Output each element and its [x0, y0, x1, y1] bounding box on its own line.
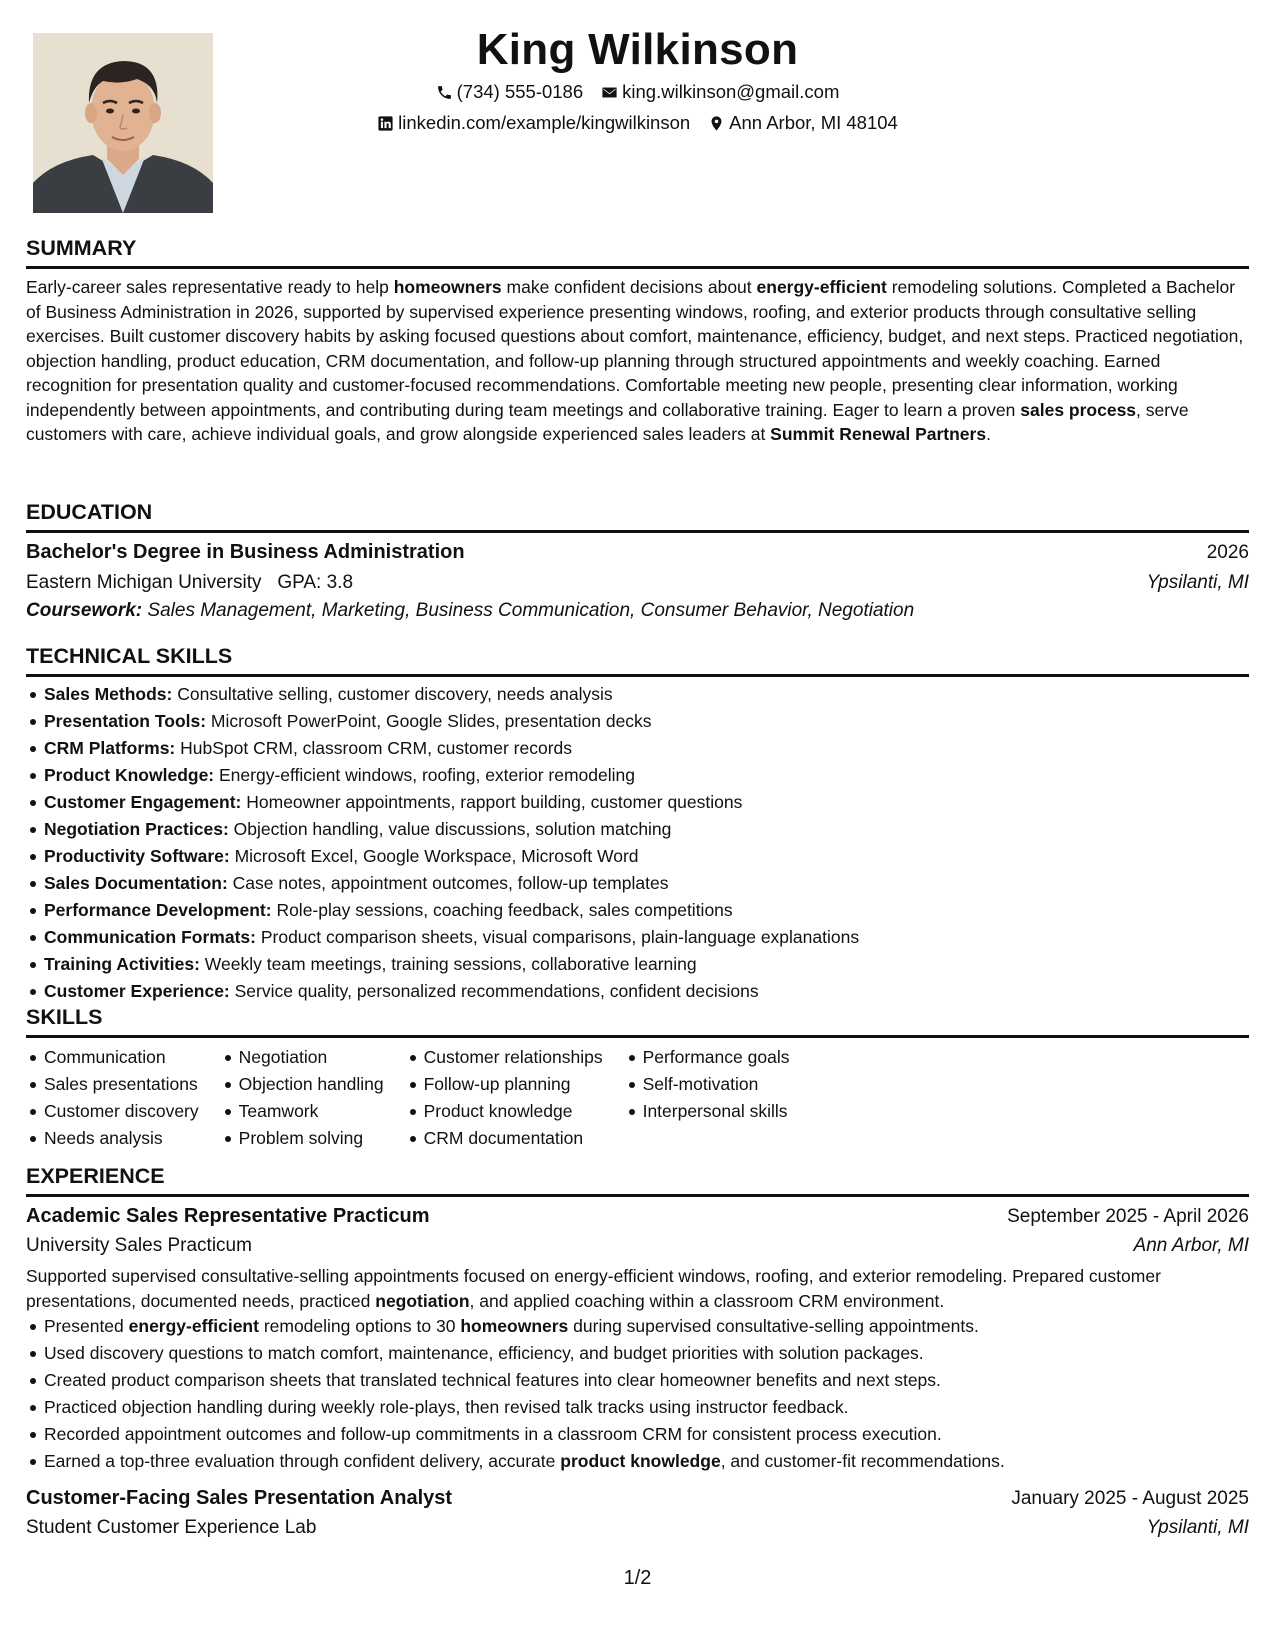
- skill-item: Teamwork: [221, 1098, 384, 1125]
- text-run: remodeling solutions. Completed a Bachelor of Business Administration in 2026, supported by supervised experience presenting windows, roofing, and exterior products through consultative selling exercises. Built customer discovery habits by asking focused questions about comfort, maintenance, efficiency, budget, and next steps. Practiced negotiation, objection handling, product education, CRM documentation, and follow-up planning through structured appointments and weekly coaching. Earned recognition for presentation quality and customer-focused recommendations. Comfortable meeting new people, presenting clear information, working independently between appointments, and contributing during team meetings and collaborative training. Eager to learn a proven: [26, 277, 1244, 420]
- job-bullet: [26, 1421, 1249, 1448]
- linkedin-link[interactable]: linkedin.com/example/kingwilkinson: [398, 112, 691, 133]
- email-contact[interactable]: [601, 80, 839, 104]
- skill-details: Case notes, appointment outcomes, follow-up templates: [227, 873, 669, 893]
- linkedin-icon: [377, 115, 394, 132]
- skill-item: Needs analysis: [26, 1125, 199, 1152]
- education-row-2: [26, 572, 1249, 594]
- skill-category: Presentation Tools:: [44, 711, 207, 731]
- emphasis-text: energy-efficient: [128, 1316, 259, 1336]
- skill-category: Sales Methods:: [44, 684, 173, 704]
- phone-contact: [436, 80, 584, 104]
- text-run: make confident decisions about: [501, 277, 757, 297]
- skill-details: Weekly team meetings, training sessions, collaborative learning: [199, 954, 697, 974]
- skill-item: Self-motivation: [625, 1071, 790, 1098]
- skill-details: Energy-efficient windows, roofing, exterior remodeling: [214, 765, 635, 785]
- job-org-row: [26, 1235, 1249, 1257]
- job-description: [26, 1264, 1249, 1313]
- location-contact: [708, 111, 898, 135]
- skill-item: Customer discovery: [26, 1098, 199, 1125]
- technical-skill-item: [26, 951, 1249, 978]
- text-run: remodeling options to 30: [258, 1316, 461, 1336]
- skill-details: Product comparison sheets, visual comparisons, plain-language explanations: [255, 927, 860, 947]
- skills-column: [221, 1044, 384, 1152]
- job-bullet: [26, 1448, 1249, 1475]
- skill-category: Communication Formats:: [44, 927, 256, 947]
- technical-skill-item: [26, 843, 1249, 870]
- job-title: Customer-Facing Sales Presentation Analyst: [26, 1487, 453, 1509]
- section-title-skills: SKILLS: [26, 1005, 103, 1029]
- school-name: Eastern Michigan University: [26, 572, 262, 593]
- job-organization: University Sales Practicum: [26, 1235, 252, 1256]
- skill-item: Negotiation: [221, 1044, 384, 1071]
- section-divider: [26, 674, 1249, 677]
- contact-row-1: [0, 80, 1275, 104]
- job-header-row: [26, 1487, 1249, 1510]
- experience-section: [26, 1163, 1249, 1539]
- school-location: Ypsilanti, MI: [1146, 572, 1249, 593]
- email-link[interactable]: king.wilkinson@gmail.com: [622, 81, 840, 102]
- skill-details: Homeowner appointments, rapport building, customer questions: [241, 792, 743, 812]
- text-run: Practiced objection handling during weekly role-plays, then revised talk tracks using instructor feedback.: [44, 1397, 849, 1417]
- skill-category: Customer Experience:: [44, 981, 230, 1001]
- summary-section: [26, 235, 1249, 447]
- phone-text: (734) 555-0186: [456, 81, 584, 102]
- text-run: Recorded appointment outcomes and follow-up commitments in a classroom CRM for consistent process execution.: [44, 1424, 942, 1444]
- text-run: , and applied coaching within a classroom CRM environment.: [469, 1290, 945, 1311]
- job-bullet: [26, 1367, 1249, 1394]
- location-text: Ann Arbor, MI 48104: [729, 112, 898, 133]
- section-divider: [26, 530, 1249, 533]
- text-run: Early-career sales representative ready to help: [26, 277, 394, 297]
- job-bullet: [26, 1340, 1249, 1367]
- emphasis-text: product knowledge: [560, 1451, 721, 1471]
- job-header-row: [26, 1205, 1249, 1228]
- section-title-experience: EXPERIENCE: [26, 1164, 165, 1188]
- technical-skill-item: [26, 735, 1249, 762]
- skill-details: Service quality, personalized recommendations, confident decisions: [229, 981, 759, 1001]
- skill-item: Objection handling: [221, 1071, 384, 1098]
- job-bullet: [26, 1313, 1249, 1340]
- text-run: Used discovery questions to match comfort, maintenance, efficiency, and budget priorities with solution packages.: [44, 1343, 924, 1363]
- emphasis-text: homeowners: [393, 277, 502, 297]
- gpa: GPA: 3.8: [277, 572, 354, 593]
- technical-skill-item: [26, 789, 1249, 816]
- job-entry: [26, 1205, 1249, 1475]
- coursework-line: [26, 600, 1249, 622]
- education-row-1: [26, 541, 1249, 564]
- technical-skill-item: [26, 897, 1249, 924]
- skills-column: [26, 1044, 199, 1152]
- technical-skill-item: [26, 870, 1249, 897]
- skill-item: Interpersonal skills: [625, 1098, 790, 1125]
- text-run: Created product comparison sheets that translated technical features into clear homeowner benefits and next steps.: [44, 1370, 941, 1390]
- job-dates: January 2025 - August 2025: [1011, 1488, 1249, 1509]
- technical-skill-item: [26, 816, 1249, 843]
- skill-details: Consultative selling, customer discovery, needs analysis: [172, 684, 613, 704]
- skill-category: Sales Documentation:: [44, 873, 228, 893]
- skill-item: Sales presentations: [26, 1071, 199, 1098]
- section-divider: [26, 1035, 1249, 1038]
- technical-skills-section: [26, 643, 1249, 1005]
- job-bullets: [26, 1313, 1249, 1475]
- section-divider: [26, 1194, 1249, 1197]
- skill-item: Performance goals: [625, 1044, 790, 1071]
- skill-details: Role-play sessions, coaching feedback, sales competitions: [271, 900, 733, 920]
- section-divider: [26, 266, 1249, 269]
- job-bullet: [26, 1394, 1249, 1421]
- page-number: 1/2: [623, 1567, 652, 1589]
- skills-column: [406, 1044, 603, 1152]
- skill-item: Problem solving: [221, 1125, 384, 1152]
- envelope-icon: [601, 84, 618, 101]
- skill-details: HubSpot CRM, classroom CRM, customer records: [175, 738, 573, 758]
- skill-item: Product knowledge: [406, 1098, 603, 1125]
- map-pin-icon: [708, 115, 725, 132]
- emphasis-text: energy-efficient: [756, 277, 887, 297]
- skill-category: CRM Platforms:: [44, 738, 176, 758]
- skill-category: Product Knowledge:: [44, 765, 215, 785]
- text-run: Presented: [44, 1316, 129, 1336]
- linkedin-contact[interactable]: [377, 111, 690, 135]
- skills-column: [625, 1044, 790, 1152]
- job-dates: September 2025 - April 2026: [1007, 1206, 1249, 1227]
- school-info: [26, 572, 353, 594]
- skill-category: Negotiation Practices:: [44, 819, 229, 839]
- skill-item: Follow-up planning: [406, 1071, 603, 1098]
- technical-skills-list: [26, 681, 1249, 1005]
- emphasis-text: Summit Renewal Partners: [770, 424, 987, 444]
- summary-paragraph: [26, 275, 1249, 447]
- text-run: , serve customers with care, achieve individual goals, and grow alongside experienced sales leaders at: [26, 399, 1189, 444]
- degree-title: Bachelor's Degree in Business Administration: [26, 541, 465, 563]
- section-title-education: EDUCATION: [26, 500, 153, 524]
- job-title: Academic Sales Representative Practicum: [26, 1205, 430, 1227]
- job-location: Ypsilanti, MI: [1146, 1517, 1249, 1538]
- skill-details: Microsoft PowerPoint, Google Slides, presentation decks: [206, 711, 652, 731]
- graduation-year: 2026: [1206, 542, 1249, 563]
- contact-row-2: [0, 111, 1275, 135]
- job-location: Ann Arbor, MI: [1133, 1235, 1249, 1256]
- resume-header: [0, 22, 1275, 135]
- skill-item: CRM documentation: [406, 1125, 603, 1152]
- skill-category: Productivity Software:: [44, 846, 230, 866]
- skill-item: Customer relationships: [406, 1044, 603, 1071]
- technical-skill-item: [26, 681, 1249, 708]
- job-organization: Student Customer Experience Lab: [26, 1517, 317, 1538]
- candidate-name: King Wilkinson: [476, 25, 799, 74]
- skills-section: [26, 1004, 1249, 1152]
- emphasis-text: sales process: [1020, 399, 1137, 420]
- skill-details: Objection handling, value discussions, solution matching: [228, 819, 672, 839]
- education-section: [26, 499, 1249, 622]
- section-title-technical-skills: TECHNICAL SKILLS: [26, 644, 233, 668]
- skills-grid: [26, 1044, 1249, 1152]
- text-run: Earned a top-three evaluation through confident delivery, accurate: [44, 1451, 561, 1471]
- job-entry: [26, 1487, 1249, 1539]
- text-run: , and customer-fit recommendations.: [720, 1451, 1005, 1471]
- skill-category: Customer Engagement:: [44, 792, 242, 812]
- coursework-label: Coursework:: [26, 600, 143, 621]
- coursework-list: Sales Management, Marketing, Business Communication, Consumer Behavior, Negotiation: [147, 600, 915, 621]
- skill-category: Performance Development:: [44, 900, 272, 920]
- text-run: Supported supervised consultative-selling appointments focused on energy-efficient windows, roofing, and exterior remodeling. Prepared customer presentations, documented needs, practiced: [26, 1266, 1161, 1311]
- section-title-summary: SUMMARY: [26, 236, 137, 260]
- technical-skill-item: [26, 762, 1249, 789]
- phone-icon: [436, 84, 453, 101]
- technical-skill-item: [26, 924, 1249, 951]
- technical-skill-item: [26, 708, 1249, 735]
- emphasis-text: negotiation: [375, 1290, 470, 1311]
- text-run: .: [986, 424, 991, 444]
- skill-category: Training Activities:: [44, 954, 200, 974]
- emphasis-text: homeowners: [460, 1316, 569, 1336]
- text-run: during supervised consultative-selling appointments.: [568, 1316, 979, 1336]
- skill-item: Communication: [26, 1044, 199, 1071]
- skill-details: Microsoft Excel, Google Workspace, Microsoft Word: [229, 846, 639, 866]
- technical-skill-item: [26, 978, 1249, 1005]
- job-org-row: [26, 1517, 1249, 1539]
